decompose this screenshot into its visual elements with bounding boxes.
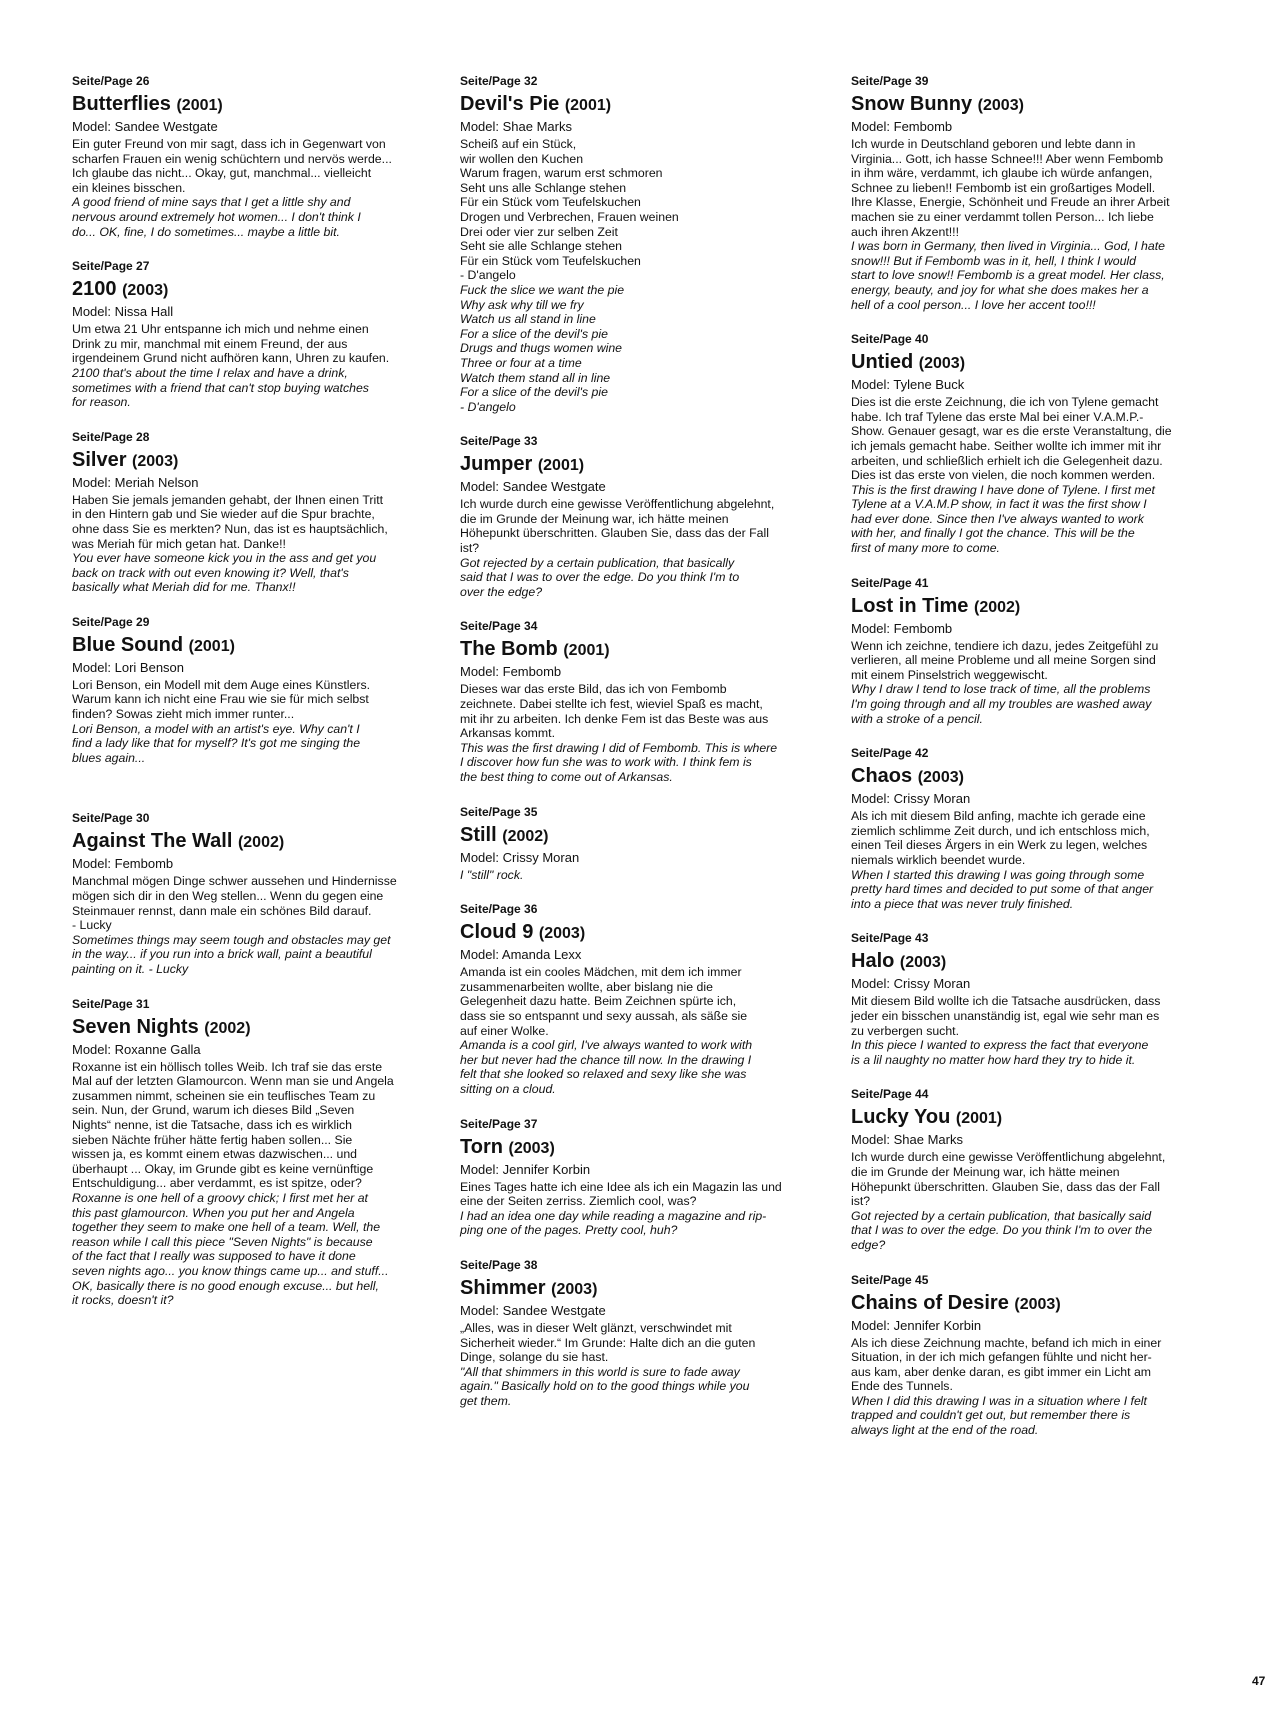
artwork-title-text: Chains of Desire bbox=[851, 1291, 1009, 1314]
caption-entry bbox=[460, 619, 810, 784]
artwork-title-text: Butterflies bbox=[72, 93, 171, 115]
artwork-title bbox=[72, 830, 422, 854]
caption-english: In this piece I wanted to express the fact that everyone is a lil naughty no matter how hard they try to hide it. bbox=[851, 1038, 1149, 1067]
page-reference: Seite/Page 43 bbox=[851, 931, 929, 946]
caption-entry bbox=[460, 1117, 810, 1238]
page-reference: Seite/Page 29 bbox=[72, 614, 150, 629]
caption-german: Manchmal mögen Dinge schwer aussehen und Hindernisse mögen sich dir in den Weg stellen... Wenn du gegen eine Steinmauer rennst, dann male ein schönes Bild darauf. - Lucky bbox=[72, 874, 397, 933]
artwork-title-text: 2100 bbox=[72, 278, 117, 301]
model-name: Model: Crissy Moran bbox=[851, 791, 971, 807]
caption-german: Wenn ich zeichne, tendiere ich dazu, jedes Zeitgefühl zu verlieren, all meine Probleme und all meine Sorgen sind mit einem Pinselstrich weggewischt. bbox=[851, 638, 1159, 682]
page-reference: Seite/Page 45 bbox=[851, 1272, 929, 1287]
caption-german: Eines Tages hatte ich eine Idee als ich ein Magazin las und eine der Seiten zerriss. Ziemlich cool, was? bbox=[460, 1179, 782, 1209]
artwork-title bbox=[72, 278, 422, 302]
page-reference: Seite/Page 34 bbox=[460, 619, 538, 634]
caption-german: Ich wurde in Deutschland geboren und lebte dann in Virginia... Gott, ich hasse Schnee!!! Aber wenn Fembomb in ihm wäre, verdammt, ich glaube ich würde anfangen, Schnee zu lieben!! Fembomb ist ein großartiges Modell. Ihre Klasse, Energie, Schönheit und Freude an ihrer Arbeit machen sie zu einer verdammt tollen Person... Ich liebe auch ihren Akzent!!! bbox=[851, 137, 1170, 239]
page-reference: Seite/Page 40 bbox=[851, 332, 929, 347]
artwork-title-text: Devil's Pie bbox=[460, 93, 560, 115]
artwork-title-text: Torn bbox=[460, 1135, 503, 1158]
artwork-title-text: Still bbox=[460, 823, 497, 846]
caption-entry bbox=[851, 746, 1201, 911]
artwork-title bbox=[460, 453, 810, 477]
page-reference: Seite/Page 35 bbox=[460, 804, 538, 819]
model-name: Model: Sandee Westgate bbox=[72, 119, 218, 134]
artwork-title-text: Shimmer bbox=[460, 1276, 546, 1299]
page-reference: Seite/Page 27 bbox=[72, 259, 150, 274]
caption-entry bbox=[72, 259, 422, 410]
caption-german: Als ich mit diesem Bild anfing, machte ich gerade eine ziemlich schlimme Zeit durch, und ich entschloss mich, einen Teil dieses Ärgers in ein Werk zu legen, welches niemals wirklich beendet wurde. bbox=[851, 809, 1150, 867]
artwork-year: (2002) bbox=[204, 1019, 251, 1037]
page-reference: Seite/Page 32 bbox=[460, 74, 538, 88]
model-name: Model: Nissa Hall bbox=[72, 304, 174, 320]
caption-entry bbox=[72, 615, 422, 766]
artwork-year: (2001) bbox=[563, 642, 610, 660]
artwork-year: (2003) bbox=[899, 954, 947, 972]
caption-entry bbox=[460, 1258, 810, 1409]
column-3 bbox=[851, 74, 1201, 1458]
caption-german: „Alles, was in dieser Welt glänzt, verschwindet mit Sicherheit wieder.“ Im Grunde: Halte dich an die guten Dinge, solange du sie hast. bbox=[460, 1320, 756, 1365]
page-reference: Seite/Page 37 bbox=[460, 1116, 538, 1131]
artwork-title bbox=[460, 921, 810, 945]
caption-german: Scheiß auf ein Stück, wir wollen den Kuchen Warum fragen, warum erst schmoren Seht uns alle Schlange stehen Für ein Stück vom Teufelskuchen Drogen und Verbrechen, Frauen weinen Drei oder vier zur selben Zeit Seht sie alle Schlange stehen Für ein Stück vom Teufelskuchen - D'angelo bbox=[460, 137, 679, 283]
page-reference: Seite/Page 42 bbox=[851, 746, 929, 761]
artwork-year: (2003) bbox=[917, 769, 964, 787]
page-reference: Seite/Page 30 bbox=[72, 811, 150, 826]
artwork-year: (2003) bbox=[551, 1280, 598, 1298]
caption-entry bbox=[72, 74, 422, 239]
model-name: Model: Fembomb bbox=[460, 664, 562, 680]
model-name: Model: Sandee Westgate bbox=[460, 479, 606, 495]
artwork-year: (2002) bbox=[237, 834, 285, 852]
caption-german: Um etwa 21 Uhr entspanne ich mich und nehme einen Drink zu mir, manchmal mit einem Freund, der aus irgendeinem Grund nicht aufhören kann, Uhren zu kaufen. bbox=[72, 322, 390, 366]
caption-german: Haben Sie jemals jemanden gehabt, der Ihnen einen Tritt in den Hintern gab und Sie wieder auf die Spur brachte, ohne dass Sie es merkten? Nun, das ist es hauptsächlich, was Meriah für mich getan hat. Danke!! bbox=[72, 492, 388, 551]
caption-entry bbox=[851, 74, 1201, 312]
artwork-year: (2003) bbox=[132, 452, 179, 470]
artwork-title bbox=[460, 93, 810, 117]
caption-german: Ich wurde durch eine gewisse Veröffentlichung abgelehnt, die im Grunde der Meinung war, ich hätte meinen Höhepunkt überschritten. Glauben Sie, dass das der Fall ist? bbox=[460, 497, 775, 556]
artwork-title bbox=[72, 634, 422, 658]
artwork-title-text: Blue Sound bbox=[72, 633, 184, 656]
artwork-title-text: The Bomb bbox=[460, 638, 558, 661]
artwork-title-text: Lost in Time bbox=[851, 594, 969, 617]
artwork-title bbox=[72, 1016, 422, 1040]
caption-english: I was born in Germany, then lived in Virginia... God, I hate snow!!! But if Fembomb was in it, hell, I think I would start to love snow!! Fembomb is a great model. Her class, energy, beauty, and joy for what she does makes her a hell of a cool person... I love her accent too!!! bbox=[851, 239, 1165, 312]
caption-english: A good friend of mine says that I get a little shy and nervous around extremely hot women... I don't think I do... OK, fine, I do sometimes... maybe a little bit. bbox=[72, 195, 361, 239]
column-1 bbox=[72, 74, 422, 1328]
caption-english: Got rejected by a certain publication, that basically said that I was to over the edge. Do you think I'm to over the edge? bbox=[851, 1208, 1153, 1252]
artwork-year: (2003) bbox=[122, 282, 169, 300]
model-name: Model: Fembomb bbox=[851, 119, 953, 134]
page-reference: Seite/Page 38 bbox=[460, 1257, 538, 1272]
caption-english: You ever have someone kick you in the ass and get you back on track with out even knowing it? Well, that's basically what Meriah did for me. Thanx!! bbox=[72, 551, 377, 595]
caption-german: Mit diesem Bild wollte ich die Tatsache ausdrücken, dass jeder ein bisschen unanständig ist, egal wie sehr man es zu verbergen sucht. bbox=[851, 994, 1161, 1038]
caption-english: When I did this drawing I was in a situation where I felt trapped and couldn't get out, but remember there is always light at the end of the road. bbox=[851, 1393, 1147, 1438]
artwork-title bbox=[851, 950, 1201, 974]
caption-entry bbox=[460, 902, 810, 1096]
artwork-year: (2003) bbox=[1014, 1295, 1061, 1313]
column-2 bbox=[460, 74, 810, 1428]
page-reference: Seite/Page 26 bbox=[72, 74, 150, 88]
artwork-year: (2001) bbox=[955, 1110, 1003, 1128]
model-name: Model: Jennifer Korbin bbox=[851, 1317, 982, 1333]
artwork-title bbox=[851, 93, 1201, 117]
artwork-year: (2002) bbox=[973, 598, 1021, 616]
page-reference: Seite/Page 39 bbox=[851, 74, 929, 88]
caption-german: Dies ist die erste Zeichnung, die ich von Tylene gemacht habe. Ich traf Tylene das erste Mal bei einer V.A.M.P.- Show. Genauer gesagt, war es die erste Veranstaltung, die ich jemals gemacht habe. Seither wollte ich immer mit ihr arbeiten, und schließlich erhielt ich die Gelegenheit dazu. Dies ist das erste von vielen, die noch kommen werden. bbox=[851, 395, 1172, 483]
artwork-year: (2003) bbox=[977, 97, 1024, 114]
caption-entry bbox=[460, 434, 810, 599]
artwork-year: (2001) bbox=[564, 97, 612, 114]
model-name: Model: Shae Marks bbox=[460, 119, 572, 134]
artwork-title-text: Snow Bunny bbox=[851, 93, 973, 115]
artwork-year: (2003) bbox=[918, 355, 966, 373]
model-name: Model: Crissy Moran bbox=[460, 849, 580, 865]
model-name: Model: Tylene Buck bbox=[851, 377, 965, 393]
artwork-title-text: Silver bbox=[72, 448, 127, 471]
model-name: Model: Fembomb bbox=[72, 856, 174, 872]
caption-english: Lori Benson, a model with an artist's eye. Why can't I find a lady like that for myself? It's got me singing the blues again... bbox=[72, 721, 361, 765]
caption-entry bbox=[72, 997, 422, 1308]
model-name: Model: Amanda Lexx bbox=[460, 947, 582, 963]
artwork-title bbox=[460, 1277, 810, 1301]
artwork-year: (2001) bbox=[176, 97, 223, 114]
caption-english: "All that shimmers in this world is sure to fade away again." Basically hold on to the good things while you get them. bbox=[460, 1364, 750, 1408]
page-reference: Seite/Page 31 bbox=[72, 996, 150, 1011]
caption-english: I "still" rock. bbox=[460, 867, 524, 882]
caption-german: Roxanne ist ein höllisch tolles Weib. Ich traf sie das erste Mal auf der letzten Glamourcon. Wenn man sie und Angela zusammen nimmt, scheinen sie ein teuflisches Team zu sein. Nun, der Grund, warum ich dieses Bild „Seven Nights“ nenne, ist die Tatsache, dass ich es wirklich sieben Nächte früher hätte fertig haben sollen... Sie wissen ja, es kommt einem etwas dazwischen... und überhaupt ... Okay, im Grunde gibt es keine vernünftige Entschuldigung... aber verdammt, es ist spitze, oder? bbox=[72, 1059, 394, 1191]
caption-german: Ein guter Freund von mir sagt, dass ich in Gegenwart von scharfen Frauen ein wenig schüchtern und nervös werde... Ich glaube das nicht... Okay, gut, manchmal... vielleicht ein kleines bisschen. bbox=[72, 137, 392, 195]
caption-entry bbox=[72, 430, 422, 595]
artwork-year: (2003) bbox=[508, 1139, 555, 1157]
page-reference: Seite/Page 28 bbox=[72, 429, 150, 444]
page-reference: Seite/Page 44 bbox=[851, 1087, 929, 1102]
artwork-title-text: Seven Nights bbox=[72, 1015, 199, 1038]
artwork-title-text: Cloud 9 bbox=[460, 921, 534, 944]
caption-entry bbox=[851, 931, 1201, 1067]
artwork-title bbox=[72, 93, 422, 117]
caption-entry bbox=[460, 805, 810, 883]
caption-english: Amanda is a cool girl, I've always wanted to work with her but never had the chance till now. In the drawing I felt that she looked so relaxed and sexy like she was sitting on a cloud. bbox=[460, 1038, 753, 1096]
artwork-title-text: Chaos bbox=[851, 765, 913, 788]
caption-german: Amanda ist ein cooles Mädchen, mit dem ich immer zusammenarbeiten wollte, aber bislang nie die Gelegenheit dazu hatte. Beim Zeichnen spürte ich, dass sie so entspannt und sexy aussah, als säße sie auf einer Wolke. bbox=[460, 965, 748, 1038]
caption-entry bbox=[851, 576, 1201, 727]
caption-german: Dieses war das erste Bild, das ich von Fembomb zeichnete. Dabei stellte ich fest, wieviel Spaß es macht, mit ihr zu arbeiten. Ich denke Fem ist das Beste was aus Arkansas kommt. bbox=[460, 682, 769, 741]
artwork-title-text: Untied bbox=[851, 351, 914, 374]
artwork-title bbox=[460, 824, 810, 848]
page-reference: Seite/Page 36 bbox=[460, 902, 538, 917]
artwork-title bbox=[851, 765, 1201, 789]
artwork-title bbox=[851, 351, 1201, 375]
model-name: Model: Meriah Nelson bbox=[72, 474, 199, 490]
page-number: 47 bbox=[1252, 1674, 1266, 1688]
caption-english: I had an idea one day while reading a magazine and rip- ping one of the pages. Pretty cool, huh? bbox=[460, 1208, 767, 1238]
caption-german: Ich wurde durch eine gewisse Veröffentlichung abgelehnt, die im Grunde der Meinung war, ich hätte meinen Höhepunkt überschritten. Glauben Sie, dass das der Fall ist? bbox=[851, 1150, 1166, 1209]
caption-english: This is the first drawing I have done of Tylene. I first met Tylene at a V.A.M.P show, in fact it was the first show I had ever done. Since then I've always wanted to work with her, and finally I got the chance. This will be the first of many more to come. bbox=[851, 482, 1155, 556]
page-reference: Seite/Page 33 bbox=[460, 434, 538, 449]
caption-entry bbox=[851, 332, 1201, 556]
caption-entry bbox=[460, 74, 810, 414]
model-name: Model: Crissy Moran bbox=[851, 976, 971, 992]
caption-entry bbox=[72, 811, 422, 976]
artwork-year: (2002) bbox=[502, 827, 549, 845]
artwork-title bbox=[460, 638, 810, 662]
artwork-year: (2001) bbox=[188, 637, 235, 655]
artwork-title bbox=[851, 595, 1201, 619]
caption-english: When I started this drawing I was going through some pretty hard times and decided to put some of that anger into a piece that was never truly finished. bbox=[851, 867, 1154, 911]
caption-english: Roxanne is one hell of a groovy chick; I first met her at this past glamourcon. When you put her and Angela together they seem to make one hell of a team. Well, the reason while I call this piece "Seven Nights" is because of the fact that I really was supposed to have it done seven nights ago... you know things came up... and stuff... OK, basically there is no good enough excuse... but hell, it rocks, doesn't it? bbox=[72, 1190, 389, 1308]
caption-german: Als ich diese Zeichnung machte, befand ich mich in einer Situation, in der ich mich gefangen fühlte und nicht her- aus kam, aber denke daran, es gibt immer ein Licht am Ende des Tunnels. bbox=[851, 1335, 1162, 1394]
caption-english: 2100 that's about the time I relax and have a drink, sometimes with a friend that can't stop buying watches for reason. bbox=[72, 365, 369, 410]
artwork-title bbox=[851, 1292, 1201, 1316]
model-name: Model: Roxanne Galla bbox=[72, 1041, 201, 1057]
caption-entry bbox=[851, 1273, 1201, 1438]
caption-english: Fuck the slice we want the pie Why ask why till we fry Watch us all stand in line For a slice of the devil's pie Drugs and thugs women wine Three or four at a time Watch them stand all in line For a slice of the devil's pie - D'angelo bbox=[460, 282, 625, 414]
artwork-title-text: Against The Wall bbox=[72, 830, 233, 853]
caption-english: Got rejected by a certain publication, that basically said that I was to over the edge. Do you think I'm to over the edge? bbox=[460, 555, 740, 599]
caption-entry bbox=[851, 1087, 1201, 1252]
model-name: Model: Jennifer Korbin bbox=[460, 1161, 591, 1177]
model-name: Model: Sandee Westgate bbox=[460, 1302, 606, 1318]
artwork-title bbox=[72, 449, 422, 473]
model-name: Model: Shae Marks bbox=[851, 1132, 963, 1148]
caption-english: Why I draw I tend to lose track of time, all the problems I'm going through and all my troubles are washed away with a stroke of a pencil. bbox=[851, 682, 1152, 726]
artwork-title bbox=[460, 1136, 810, 1160]
model-name: Model: Fembomb bbox=[851, 620, 953, 636]
page-reference: Seite/Page 41 bbox=[851, 575, 929, 590]
artwork-title bbox=[851, 1106, 1201, 1130]
caption-german: Lori Benson, ein Modell mit dem Auge eines Künstlers. Warum kann ich nicht eine Frau wie sie für mich selbst finden? Sowas zieht mich immer runter... bbox=[72, 677, 371, 722]
artwork-year: (2003) bbox=[538, 925, 586, 943]
caption-english: Sometimes things may seem tough and obstacles may get in the way... if you run into a brick wall, paint a beautiful painting on it. - Lucky bbox=[72, 932, 391, 976]
artwork-year: (2001) bbox=[537, 457, 585, 475]
artwork-title-text: Lucky You bbox=[851, 1106, 951, 1129]
artwork-title-text: Jumper bbox=[460, 453, 533, 476]
model-name: Model: Lori Benson bbox=[72, 659, 185, 675]
caption-english: This was the first drawing I did of Fembomb. This is where I discover how fun she was to work with. I think fem is the best thing to come out of Arkansas. bbox=[460, 740, 778, 784]
artwork-title-text: Halo bbox=[851, 950, 895, 973]
